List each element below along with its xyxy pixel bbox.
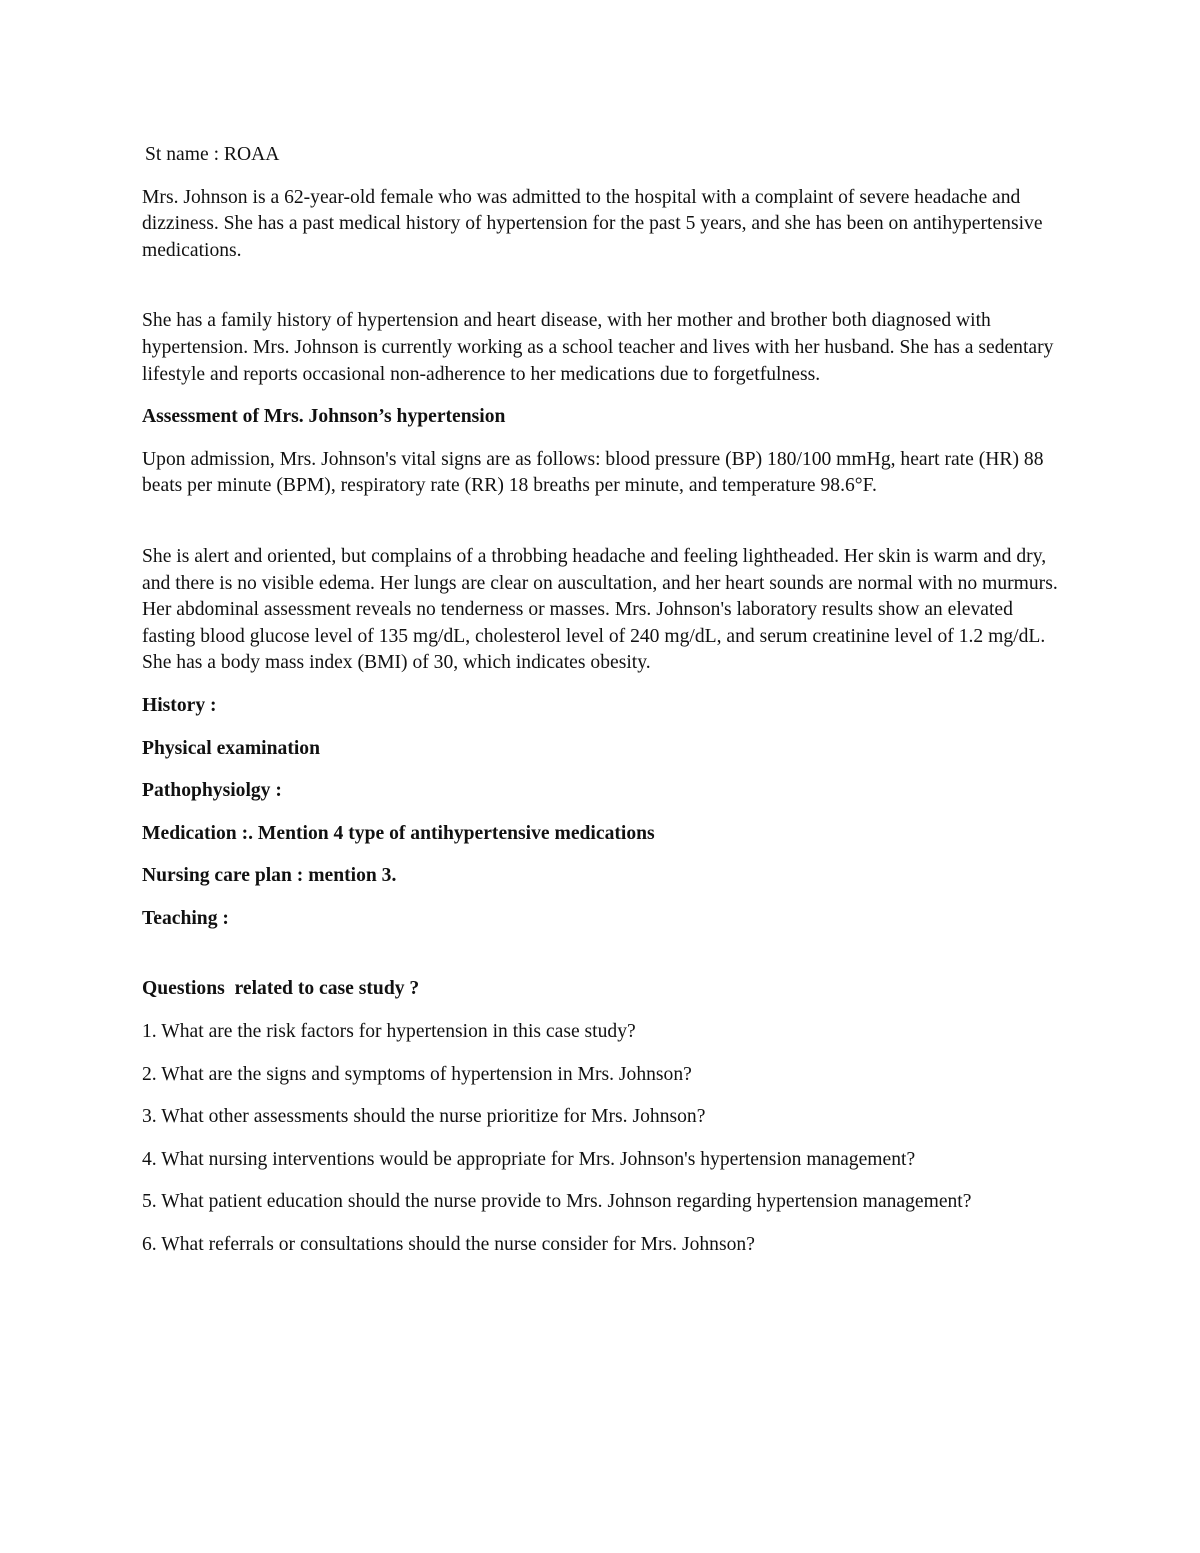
question-item: 1. What are the risk factors for hypertension in this case study? (142, 1021, 636, 1043)
question-item: 5. What patient education should the nurse provide to Mrs. Johnson regarding hypertension management? (142, 1191, 972, 1213)
question-item: 3. What other assessments should the nurse prioritize for Mrs. Johnson? (142, 1106, 706, 1128)
physical-examination-heading: Physical examination (142, 737, 320, 759)
question-item: 6. What referrals or consultations should the nurse consider for Mrs. Johnson? (142, 1234, 755, 1256)
case-intro-paragraph: Mrs. Johnson is a 62-year-old female who was admitted to the hospital with a complaint of severe headache and dizziness. She has a past medical history of hypertension for the past 5 years, and she has been on antihypertensive medications. (142, 186, 1043, 261)
pathophysiology-heading: Pathophysiolgy : (142, 780, 282, 802)
vital-signs-paragraph: Upon admission, Mrs. Johnson's vital signs are as follows: blood pressure (BP) 180/100 mmHg, heart rate (HR) 88 beats per minute (BPM), respiratory rate (RR) 18 breaths per minute, and temperature 98.6°F. (142, 448, 1044, 497)
exam-findings-paragraph: She is alert and oriented, but complains of a throbbing headache and feeling lightheaded. Her skin is warm and dry, and there is no visible edema. Her lungs are clear on auscultation, and her heart sounds are normal with no murmurs. Her abdominal assessment reveals no tenderness or masses. Mrs. Johnson's laboratory results show an elevated fasting blood glucose level of 135 mg/dL, cholesterol level of 240 mg/dL, and serum creatinine level of 1.2 mg/dL. She has a body mass index (BMI) of 30, which indicates obesity. (142, 545, 1058, 674)
question-item: 4. What nursing interventions would be appropriate for Mrs. Johnson's hypertension management? (142, 1148, 916, 1170)
medication-heading: Medication :. Mention 4 type of antihypertensive medications (142, 822, 655, 844)
question-item: 2. What are the signs and symptoms of hypertension in Mrs. Johnson? (142, 1063, 692, 1085)
document-body (142, 142, 1062, 1275)
questions-list (142, 1019, 1062, 1259)
history-heading: History : (142, 694, 217, 716)
questions-heading: Questions related to case study ? (142, 978, 420, 1000)
student-name: St name : ROAA (145, 144, 280, 165)
nursing-care-plan-heading: Nursing care plan : mention 3. (142, 865, 397, 887)
assessment-heading: Assessment of Mrs. Johnson’s hypertension (142, 406, 506, 428)
teaching-heading: Teaching : (142, 907, 229, 929)
family-history-paragraph: She has a family history of hypertension and heart disease, with her mother and brother both diagnosed with hypertension. Mrs. Johnson is currently working as a school teacher and lives with her husband. She has a sedentary lifestyle and reports occasional non-adherence to her medications due to forgetfulness. (142, 310, 1054, 385)
